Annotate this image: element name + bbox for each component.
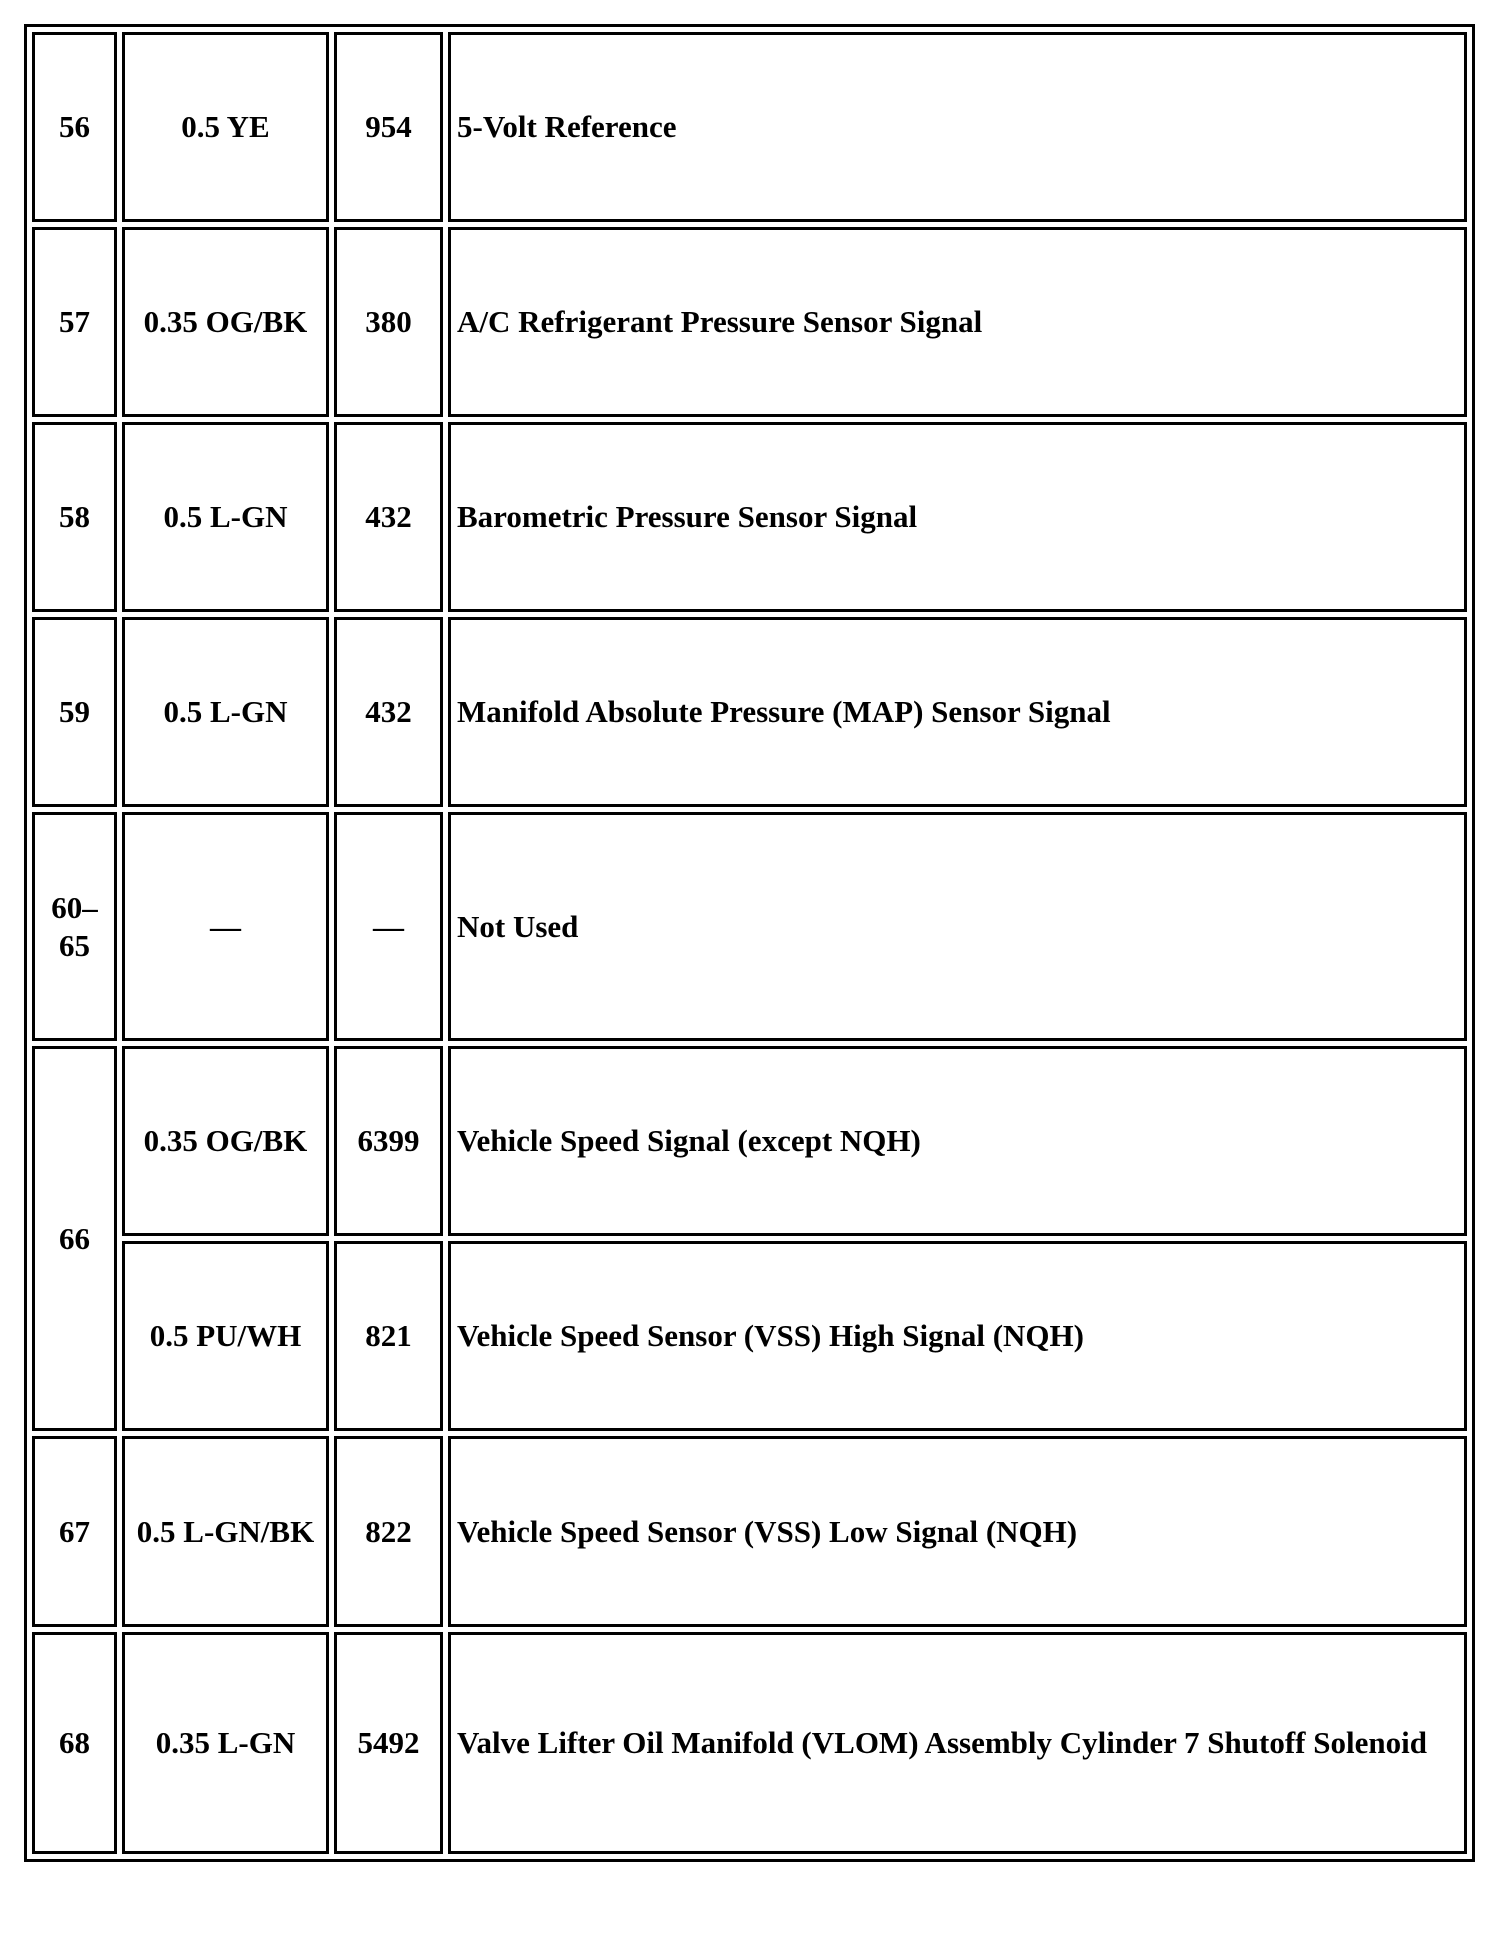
- function-cell: 5-Volt Reference: [448, 32, 1467, 222]
- circuit-cell: 432: [334, 617, 443, 807]
- circuit-cell: 822: [334, 1436, 443, 1627]
- function-cell: Not Used: [448, 812, 1467, 1041]
- wire-cell: 0.35 OG/BK: [122, 227, 329, 417]
- circuit-cell: 954: [334, 32, 443, 222]
- circuit-cell: 380: [334, 227, 443, 417]
- table-row: [32, 1241, 1467, 1431]
- table-row: [32, 32, 1467, 222]
- table-row: [32, 617, 1467, 807]
- circuit-cell: 5492: [334, 1632, 443, 1854]
- wire-cell: 0.5 L-GN: [122, 422, 329, 612]
- function-cell: Manifold Absolute Pressure (MAP) Sensor Signal: [448, 617, 1467, 807]
- table-row: [32, 422, 1467, 612]
- pin-cell: 60– 65: [32, 812, 117, 1041]
- wire-cell: —: [122, 812, 329, 1041]
- wire-cell: 0.5 YE: [122, 32, 329, 222]
- table-row: [32, 812, 1467, 1041]
- pin-cell: 56: [32, 32, 117, 222]
- function-cell: Vehicle Speed Signal (except NQH): [448, 1046, 1467, 1236]
- function-cell: Barometric Pressure Sensor Signal: [448, 422, 1467, 612]
- circuit-cell: 432: [334, 422, 443, 612]
- function-cell: Valve Lifter Oil Manifold (VLOM) Assembly Cylinder 7 Shutoff Solenoid: [448, 1632, 1467, 1854]
- pin-cell: 67: [32, 1436, 117, 1627]
- table-row: [32, 227, 1467, 417]
- pin-cell: 66: [32, 1046, 117, 1431]
- function-cell: Vehicle Speed Sensor (VSS) Low Signal (NQH): [448, 1436, 1467, 1627]
- function-cell: A/C Refrigerant Pressure Sensor Signal: [448, 227, 1467, 417]
- table-row: [32, 1632, 1467, 1854]
- pin-cell: 58: [32, 422, 117, 612]
- circuit-cell: —: [334, 812, 443, 1041]
- circuit-cell: 821: [334, 1241, 443, 1431]
- table-row: [32, 1046, 1467, 1236]
- pin-cell: 68: [32, 1632, 117, 1854]
- circuit-cell: 6399: [334, 1046, 443, 1236]
- wire-cell: 0.35 L-GN: [122, 1632, 329, 1854]
- pin-cell: 59: [32, 617, 117, 807]
- table-row: [32, 1436, 1467, 1627]
- pin-cell: 57: [32, 227, 117, 417]
- function-cell: Vehicle Speed Sensor (VSS) High Signal (NQH): [448, 1241, 1467, 1431]
- connector-pinout-table: [24, 24, 1475, 1862]
- wire-cell: 0.5 L-GN: [122, 617, 329, 807]
- wire-cell: 0.5 PU/WH: [122, 1241, 329, 1431]
- wire-cell: 0.5 L-GN/BK: [122, 1436, 329, 1627]
- wire-cell: 0.35 OG/BK: [122, 1046, 329, 1236]
